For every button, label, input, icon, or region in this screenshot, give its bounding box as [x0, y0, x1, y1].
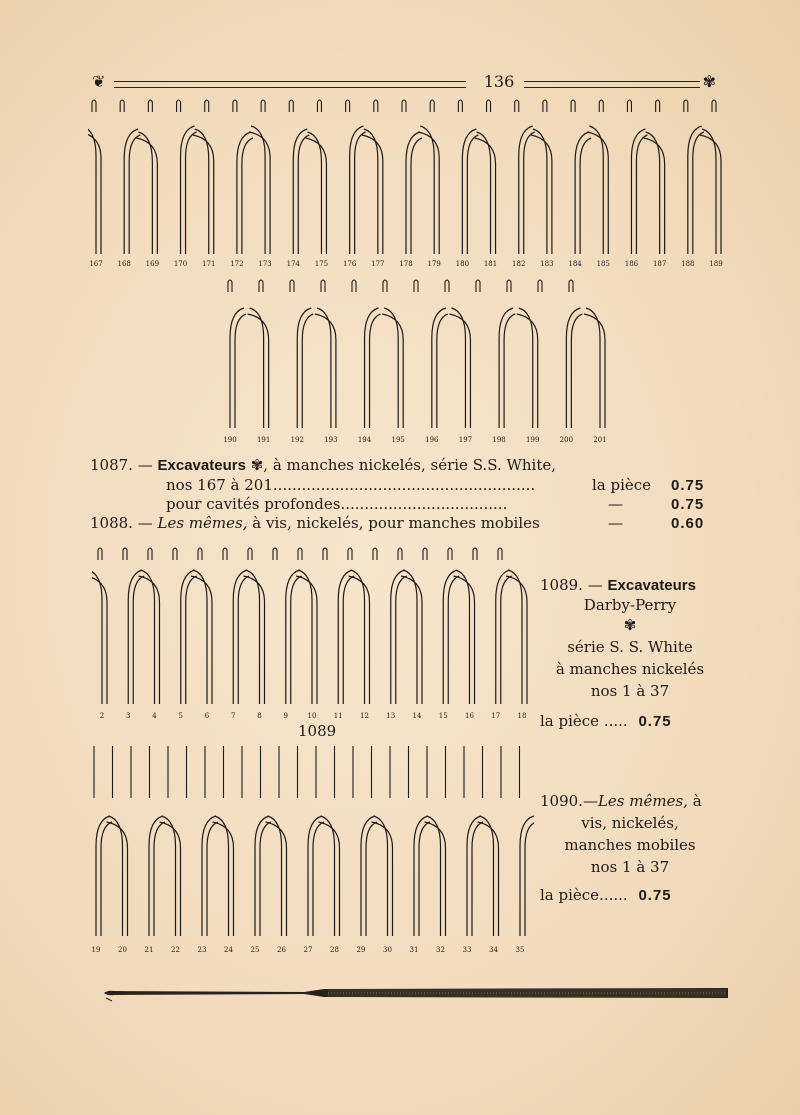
row2-label-193: 193 — [324, 436, 338, 444]
darby-perry-illustration-top — [92, 542, 532, 742]
row2-tip-3 — [321, 280, 325, 292]
entry-1087-range: nos 167 à 201 — [166, 476, 273, 494]
row1-label-170: 170 — [173, 260, 188, 268]
bottom-instrument-29 — [361, 816, 377, 936]
row1-label-171: 171 — [202, 260, 216, 268]
mid-tip-9 — [323, 548, 327, 560]
row1-tip-12 — [430, 100, 434, 112]
row1-instrument-174 — [293, 129, 309, 254]
entry-1087-unit: la pièce — [592, 476, 652, 494]
row1-instrument-182 — [519, 126, 535, 254]
bottom-label-25: 25 — [250, 946, 260, 954]
excavator-illustration-row2 — [220, 278, 610, 446]
mid-instrument-17 — [496, 570, 512, 704]
bottom-label-28: 28 — [330, 946, 339, 954]
row2-label-197: 197 — [458, 436, 473, 444]
row1-label-189: 189 — [709, 260, 723, 268]
row2-instrument-191 — [248, 308, 269, 428]
entry-1087-leader2: ................................... — [340, 495, 508, 513]
row1-tip-3 — [177, 100, 181, 112]
mid-instrument-2 — [92, 570, 107, 704]
row2-instrument-190 — [230, 308, 246, 428]
bottom-instrument-22 — [160, 816, 181, 936]
entry-1089-number: 1089. — [540, 576, 583, 594]
row2-tip-11 — [569, 280, 573, 292]
bottom-instrument-24 — [213, 816, 234, 936]
entry-1089-subtitle: Darby-Perry — [583, 596, 677, 614]
entry-1089-dash: — — [587, 576, 603, 594]
mid-tip-14 — [448, 548, 452, 560]
row2-instrument-199 — [517, 308, 538, 428]
mid-label-15: 15 — [438, 712, 448, 720]
entry-1088-line — [90, 514, 540, 532]
row1-instrument-184 — [575, 132, 591, 254]
row1-instrument-180 — [462, 129, 478, 254]
mid-label-11: 11 — [333, 712, 343, 720]
mid-label-8: 8 — [257, 712, 262, 720]
row2-instrument-198 — [499, 308, 515, 428]
entry-1088-italic: Les mêmes, — [157, 514, 248, 532]
left-ornament-icon: ❦ — [92, 72, 106, 91]
row1-instrument-189 — [700, 129, 721, 254]
mid-instrument-6 — [191, 570, 212, 704]
header-rule-left — [114, 81, 466, 88]
row1-instrument-169 — [136, 132, 157, 254]
mid-instrument-16 — [454, 570, 475, 704]
row1-instrument-173 — [249, 126, 270, 254]
row2-label-194: 194 — [357, 436, 372, 444]
row1-label-172: 172 — [230, 260, 244, 268]
row2-tip-6 — [414, 280, 418, 292]
mid-instrument-3 — [128, 570, 144, 704]
bottom-instrument-34 — [478, 816, 499, 936]
row1-instrument-181 — [475, 132, 496, 254]
entry-1089-title: Excavateurs — [607, 577, 696, 594]
mid-label-9: 9 — [283, 712, 288, 720]
entry-1087-deep-cavities: pour cavités profondes — [166, 495, 341, 513]
entry-1089-range: nos 1 à 37 — [590, 682, 670, 700]
entry-1088-dash: — — [137, 514, 153, 532]
row1-label-182: 182 — [512, 260, 526, 268]
bottom-label-35: 35 — [515, 946, 525, 954]
mid-label-18: 18 — [517, 712, 527, 720]
bottom-label-22: 22 — [171, 946, 180, 954]
entry-1088-price: 0.60 — [671, 515, 705, 532]
bottom-instrument-32 — [425, 816, 446, 936]
row2-label-191: 191 — [256, 436, 271, 444]
row2-instrument-195 — [382, 308, 403, 428]
mid-tip-12 — [398, 548, 402, 560]
mid-tip-15 — [473, 548, 477, 560]
mid-tip-10 — [348, 548, 352, 560]
mid-tip-3 — [173, 548, 177, 560]
bottom-label-20: 20 — [118, 946, 127, 954]
row2-instrument-196 — [432, 308, 448, 428]
entry-1090-dash: — — [582, 792, 598, 810]
page-header — [92, 72, 716, 94]
row1-label-168: 168 — [117, 260, 131, 268]
entry-1087-mark: ✾, — [250, 456, 269, 474]
row1-tip-11 — [402, 100, 406, 112]
mid-tip-8 — [298, 548, 302, 560]
mid-tip-16 — [498, 548, 502, 560]
mid-instrument-7 — [233, 570, 249, 704]
mid-tip-13 — [423, 548, 427, 560]
row1-tip-18 — [599, 100, 603, 112]
row2-label-200: 200 — [559, 436, 574, 444]
row1-label-186: 186 — [624, 260, 639, 268]
row2-label-199: 199 — [526, 436, 540, 444]
row1-instrument-178 — [406, 132, 422, 254]
row1-instrument-175 — [305, 132, 326, 254]
row2-tip-8 — [476, 280, 480, 292]
row1-tip-9 — [346, 100, 350, 112]
bottom-label-26: 26 — [277, 946, 286, 954]
entry-1087-dash: — — [137, 456, 153, 474]
mid-tip-1 — [123, 548, 127, 560]
row2-instrument-197 — [449, 308, 470, 428]
row2-tip-9 — [507, 280, 511, 292]
row1-label-173: 173 — [258, 260, 272, 268]
row2-tip-7 — [445, 280, 449, 292]
row2-label-190: 190 — [223, 436, 237, 444]
bottom-label-29: 29 — [356, 946, 366, 954]
right-ornament-icon: ✾ — [702, 72, 716, 91]
bottom-instrument-33 — [467, 816, 483, 936]
row1-tip-21 — [684, 100, 688, 112]
row1-label-167: 167 — [89, 260, 103, 268]
row1-tip-17 — [571, 100, 575, 112]
bottom-instrument-28 — [319, 816, 340, 936]
bottom-label-21: 21 — [144, 946, 154, 954]
bottom-label-30: 30 — [383, 946, 392, 954]
row2-instrument-193 — [315, 308, 336, 428]
row2-tip-2 — [290, 280, 294, 292]
row1-instrument-187 — [644, 132, 665, 254]
bottom-label-23: 23 — [197, 946, 207, 954]
row1-instrument-176 — [350, 126, 366, 254]
bottom-label-33: 33 — [462, 946, 472, 954]
mid-instrument-13 — [391, 570, 407, 704]
row1-instrument-179 — [418, 126, 439, 254]
row2-tip-10 — [538, 280, 542, 292]
row1-instrument-185 — [587, 126, 608, 254]
mid-instrument-18 — [506, 570, 527, 704]
bottom-instrument-31 — [414, 816, 430, 936]
mid-label-5: 5 — [178, 712, 183, 720]
mid-instrument-10 — [296, 570, 317, 704]
mid-tip-0 — [98, 548, 102, 560]
row1-label-178: 178 — [399, 260, 413, 268]
mid-instrument-5 — [181, 570, 197, 704]
row2-tip-4 — [352, 280, 356, 292]
row1-label-177: 177 — [371, 260, 385, 268]
bottom-instrument-23 — [202, 816, 218, 936]
row1-instrument-171 — [193, 129, 214, 254]
entry-1087-number: 1087. — [90, 456, 133, 474]
entry-1090-range: nos 1 à 37 — [590, 858, 670, 876]
row1-label-169: 169 — [145, 260, 160, 268]
bottom-instrument-20 — [107, 816, 128, 936]
row1-instrument-188 — [688, 126, 704, 254]
mid-label-14: 14 — [412, 712, 422, 720]
row1-tip-14 — [487, 100, 491, 112]
entry-1087-price: 0.75 — [671, 477, 705, 494]
bottom-instrument-25 — [255, 816, 271, 936]
row1-tip-2 — [148, 100, 152, 112]
entry-1090 — [540, 792, 720, 904]
mid-tip-6 — [248, 548, 252, 560]
mid-tip-5 — [223, 548, 227, 560]
entry-1087-deep-price: 0.75 — [671, 496, 705, 513]
excavator-handle-illustration — [104, 984, 728, 1002]
row2-label-195: 195 — [391, 436, 405, 444]
mid-label-3: 3 — [126, 712, 131, 720]
bottom-label-24: 24 — [224, 946, 233, 954]
row1-tip-15 — [515, 100, 519, 112]
entry-1090-unit: la pièce...... — [540, 886, 628, 904]
row1-tip-8 — [317, 100, 321, 112]
row1-tip-5 — [233, 100, 237, 112]
entry-1087-ditto-dash: — — [608, 495, 623, 513]
excavator-illustration-row1 — [88, 98, 728, 270]
mid-tip-4 — [198, 548, 202, 560]
bottom-instrument-35 — [520, 816, 534, 936]
row2-tip-1 — [259, 280, 263, 292]
row1-tip-22 — [712, 100, 716, 112]
bottom-instrument-26 — [266, 816, 287, 936]
mid-instrument-12 — [349, 570, 370, 704]
row1-label-187: 187 — [652, 260, 667, 268]
mid-label-10: 10 — [307, 712, 317, 720]
mid-label-17: 17 — [491, 712, 501, 720]
row2-tip-0 — [228, 280, 232, 292]
entry-1087-leader1: ....................................................... — [272, 476, 536, 494]
row1-label-180: 180 — [455, 260, 470, 268]
mid-tip-11 — [373, 548, 377, 560]
row1-label-181: 181 — [483, 260, 498, 268]
row1-instrument-172 — [237, 132, 253, 254]
bottom-instrument-30 — [372, 816, 393, 936]
entry-1089-price: 0.75 — [638, 713, 672, 730]
row2-label-201: 201 — [593, 436, 607, 444]
row1-tip-10 — [374, 100, 378, 112]
mid-label-13: 13 — [386, 712, 396, 720]
row1-label-183: 183 — [540, 260, 554, 268]
header-rule-right — [524, 81, 700, 88]
row2-label-192: 192 — [290, 436, 304, 444]
bottom-label-19: 19 — [91, 946, 101, 954]
row1-label-175: 175 — [314, 260, 329, 268]
row1-tip-7 — [289, 100, 293, 112]
row1-label-185: 185 — [596, 260, 610, 268]
entry-1088-description: à vis, nickelés, pour manches mobiles — [252, 514, 540, 532]
bottom-label-27: 27 — [303, 946, 313, 954]
mid-label-2: 2 — [99, 712, 105, 720]
row2-label-196: 196 — [425, 436, 439, 444]
mid-label-6: 6 — [204, 712, 210, 720]
entry-1087-line3 — [166, 495, 566, 513]
row1-tip-16 — [543, 100, 547, 112]
row1-tip-6 — [261, 100, 265, 112]
row2-tip-5 — [383, 280, 387, 292]
figure-caption-1089: 1089 — [298, 722, 337, 740]
row2-label-198: 198 — [492, 436, 506, 444]
row2-instrument-192 — [297, 308, 313, 428]
entry-1090-price: 0.75 — [638, 887, 672, 904]
row1-instrument-183 — [531, 129, 552, 254]
row1-label-174: 174 — [286, 260, 300, 268]
entry-1089-manches: à manches nickelés — [555, 660, 705, 678]
row1-tip-4 — [205, 100, 209, 112]
mid-instrument-8 — [244, 570, 265, 704]
bottom-instrument-19 — [96, 816, 112, 936]
mid-instrument-14 — [401, 570, 422, 704]
darby-perry-illustration-bottom — [84, 740, 534, 962]
mid-instrument-4 — [139, 570, 160, 704]
row2-instrument-201 — [584, 308, 605, 428]
mid-instrument-11 — [338, 570, 354, 704]
row1-label-188: 188 — [681, 260, 695, 268]
row1-tip-1 — [120, 100, 124, 112]
row1-instrument-186 — [631, 129, 647, 254]
row1-instrument-177 — [362, 129, 383, 254]
row1-tip-13 — [458, 100, 462, 112]
row2-instrument-200 — [566, 308, 582, 428]
entry-1087-title: Excavateurs — [157, 457, 246, 474]
mid-label-16: 16 — [465, 712, 474, 720]
bottom-instrument-27 — [308, 816, 324, 936]
entry-1090-manches: manches mobiles — [564, 836, 696, 854]
entry-1089 — [540, 576, 720, 730]
bottom-instrument-21 — [149, 816, 165, 936]
entry-1090-a: à — [692, 792, 702, 810]
entry-1087-line2 — [166, 476, 581, 494]
row1-instrument-168 — [124, 129, 140, 254]
mid-instrument-15 — [443, 570, 459, 704]
mid-tip-7 — [273, 548, 277, 560]
entry-1087-line1 — [90, 456, 556, 474]
entry-1089-serie: série S. S. White — [567, 638, 693, 656]
brand-mark-icon: ✾ — [623, 616, 637, 634]
page-number: 136 — [483, 72, 515, 91]
row1-tip-0 — [92, 100, 96, 112]
entry-1087-description: à manches nickelés, série S.S. White, — [272, 456, 557, 474]
entry-1088-number: 1088. — [90, 514, 133, 532]
row1-label-179: 179 — [427, 260, 441, 268]
row1-instrument-170 — [181, 126, 197, 254]
mid-label-4: 4 — [152, 712, 157, 720]
entry-1089-unit: la pièce ..... — [540, 712, 628, 730]
row1-tip-20 — [656, 100, 660, 112]
bottom-label-32: 32 — [436, 946, 445, 954]
entry-1090-number: 1090. — [540, 792, 583, 810]
mid-label-12: 12 — [360, 712, 369, 720]
row1-label-176: 176 — [342, 260, 357, 268]
row1-instrument-167 — [88, 126, 101, 254]
bottom-label-31: 31 — [409, 946, 419, 954]
mid-label-7: 7 — [231, 712, 236, 720]
mid-tip-2 — [148, 548, 152, 560]
row1-label-184: 184 — [568, 260, 582, 268]
row1-tip-19 — [627, 100, 631, 112]
mid-instrument-9 — [286, 570, 302, 704]
entry-1090-vis: vis, nickelés, — [581, 814, 679, 832]
entry-1090-italic: Les mêmes, — [597, 792, 688, 810]
bottom-label-34: 34 — [489, 946, 498, 954]
entry-1088-ditto-dash: — — [608, 514, 623, 532]
row2-instrument-194 — [365, 308, 381, 428]
